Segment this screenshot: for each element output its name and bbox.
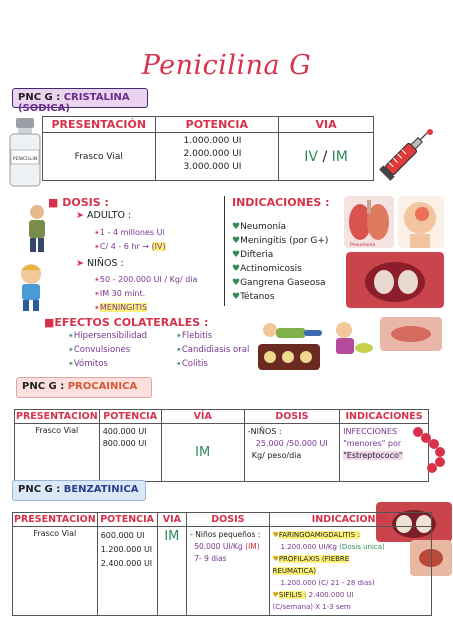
indicacion-item: ♥ Gangrena Gaseosa [232, 276, 328, 290]
tag-procainica [16, 377, 152, 398]
syringe-icon [376, 124, 436, 184]
cell-dosis [244, 424, 339, 482]
benzatinica-table [12, 512, 432, 616]
via-im: IM [331, 148, 348, 165]
header-potencia: POTENCIA [99, 410, 161, 424]
cell-presentacion [15, 424, 100, 482]
vial-label: PENICILLIN [12, 157, 38, 162]
cell-via [161, 424, 244, 482]
dosis-value: 25.000 /50.000 UI [255, 439, 328, 448]
header-dosis: DOSIS [244, 410, 339, 424]
potencia-2: 800.000 UI [102, 439, 147, 448]
efectos-col1 [68, 329, 147, 371]
vomit-figure-image [326, 320, 376, 356]
presentacion-value: Frasco Vial [74, 151, 123, 162]
adulto-label: ➤ ADULTO : [76, 210, 132, 221]
phlebitis-image [380, 317, 442, 351]
cell-via [279, 133, 374, 181]
indicacion-line: INFECCIONES [343, 427, 398, 436]
indicacion-label: PROFILAXIS (FIEBRE REUMATICA) [272, 555, 350, 575]
via-sep: / [322, 148, 328, 165]
indicacion-item: ♥ Difteria [232, 248, 328, 262]
efecto-item: ✴ Flebitis [176, 329, 249, 343]
adulto-frecuencia: ✴ C/ 4 - 6 hr → (IV) [94, 240, 226, 254]
indicacion-value: 1.200.000 (C/ 21 - 28 dias) [280, 579, 375, 587]
potencia-1: 600.000 UI [100, 531, 145, 540]
potencia-1: 400.000 UI [102, 427, 147, 436]
efectos-col2 [176, 329, 249, 371]
adult-figure-image [24, 203, 50, 253]
ninos-dosis: ✴ 50 - 200.000 UI / Kg/ dia [94, 273, 226, 287]
ninos-meningitis: ✴ MENINGITIS [94, 301, 226, 315]
child-figure-image [14, 262, 48, 312]
ninos-label: ➤ NIÑOS : [76, 258, 124, 269]
cristalina-table [42, 116, 374, 181]
throat-image [346, 252, 444, 308]
header-presentacion: PRESENTACIÓN [43, 117, 156, 133]
indicacion-item: ♥ Meningitis (por G+) [232, 234, 328, 248]
cell-dosis [187, 527, 269, 616]
header-via: VIA [279, 117, 374, 133]
tag-benzatinica [12, 480, 146, 501]
header-indicaciones: INDICACIONES [340, 410, 429, 424]
presentacion-value: Frasco Vial [33, 529, 77, 538]
header-via: VIA [157, 513, 187, 527]
indicacion-item: ♥ Neumonía [232, 220, 328, 234]
cell-presentacion [43, 133, 156, 181]
ninos-block [76, 258, 226, 315]
oral-candidiasis-image [258, 344, 320, 370]
indicacion-item: ♥ Tétanos [232, 290, 328, 304]
indicaciones-heading: INDICACIONES : [232, 196, 330, 209]
tag-name: CRISTALINA (SODICA) [18, 92, 130, 114]
efectos-heading: ■EFECTOS COLATERALES : [44, 316, 209, 329]
indicacion-value: 1.200.000 UI/Kg [280, 543, 337, 551]
adulto-dosis: ✴ 1 - 4 millones Ui [94, 226, 226, 240]
indicacion-note: (C/semana) X 1-3 sem [272, 603, 351, 611]
potencia-2: 2.000.000 UI [183, 149, 242, 159]
indicacion-item: ♥ Actinomicosis [232, 262, 328, 276]
dosis-unit: Kg/ peso/dia [251, 451, 302, 460]
cell-potencia [99, 424, 161, 482]
efecto-item: ✴ Candidiasis oral [176, 343, 249, 357]
dosis-heading: ■ DOSIS : [48, 196, 109, 209]
cell-via [157, 527, 187, 616]
via-iv: IV [304, 148, 318, 165]
cell-presentacion [13, 527, 98, 616]
potencia-3: 3.000.000 UI [183, 162, 242, 172]
header-indicaciones: INDICACIONES [269, 513, 431, 527]
dosis-label: -NIÑOS : [247, 427, 282, 436]
dosis-days: 7- 9 dias [194, 554, 227, 563]
adulto-block [76, 210, 226, 254]
efecto-item: ✴ Vómitos [68, 357, 147, 371]
via-value: IM [195, 445, 211, 460]
dosis-route: (IM) [245, 542, 260, 551]
ninos-tiempo: ✴ IM 30 mint. [94, 287, 226, 301]
streptococcus-chain-image [410, 424, 452, 476]
indicacion-label: SIFILIS : [278, 591, 307, 599]
penicillin-vial-image [8, 118, 42, 188]
indicacion-label: FARINGOAMIGDALITIS : [278, 531, 360, 539]
header-dosis: DOSIS [187, 513, 269, 527]
potencia-2: 1.200.000 UI [100, 545, 153, 554]
dosis-label: - Niños pequeños : [190, 530, 261, 539]
tag-prefix: PNC G : [18, 484, 61, 495]
head-pain-image [398, 196, 444, 248]
tag-cristalina [12, 88, 148, 114]
cell-potencia [97, 527, 157, 616]
lungs-label: Pneumonia [350, 243, 376, 248]
efecto-item: ✴ Colitis [176, 357, 249, 371]
cell-potencia [155, 133, 279, 181]
page-title: Penicilina G [141, 50, 312, 81]
efecto-item: ✴ Convulsiones [68, 343, 147, 357]
indicacion-line: "Estreptococo" [343, 451, 403, 460]
cell-indicaciones [269, 527, 431, 616]
section-divider [224, 196, 225, 306]
indicaciones-list [232, 220, 328, 304]
procainica-table [14, 409, 429, 482]
header-via: VÍA [161, 410, 244, 424]
lungs-image [344, 196, 394, 248]
header-presentacion: PRESENTACION [16, 411, 98, 422]
header-presentacion: PRESENTACION [14, 514, 96, 525]
header-potencia: POTENCIA [97, 513, 157, 527]
tag-prefix: PNC G : [22, 381, 65, 392]
indicacion-note: (Dosis unica) [339, 543, 385, 551]
tag-name: BENZATINICA [63, 484, 139, 495]
header-potencia: POTENCIA [155, 117, 279, 133]
tag-name: PROCAINICA [67, 381, 138, 392]
efecto-item: ✴ Hipersensibilidad [68, 329, 147, 343]
potencia-1: 1.000.000 UI [183, 136, 242, 146]
presentacion-value: Frasco Vial [35, 426, 79, 435]
tag-prefix: PNC G : [18, 92, 61, 103]
dosis-value: 50.000 UI/Kg [194, 542, 243, 551]
indicacion-value: 2.400.000 UI [308, 591, 354, 599]
indicacion-line: "menores" por [343, 439, 402, 448]
potencia-3: 2.400.000 UI [100, 559, 153, 568]
via-value: IM [164, 529, 180, 544]
